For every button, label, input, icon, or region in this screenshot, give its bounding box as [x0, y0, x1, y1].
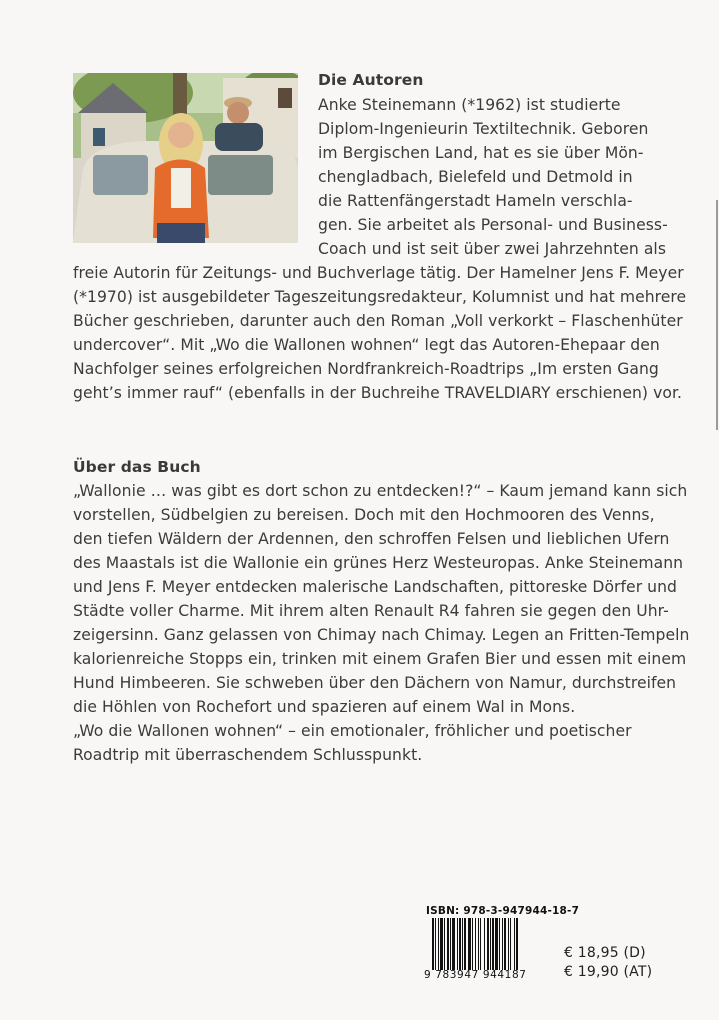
book-heading: Über das Buch	[73, 458, 201, 476]
author-photo	[73, 73, 298, 243]
book-line: vorstellen, Südbelgien zu bereisen. Doch mit den Hochmooren des Venns,	[73, 506, 655, 524]
authors-line: die Rattenfängerstadt Hameln verschla-	[318, 192, 633, 210]
book-line: Städte voller Charme. Mit ihrem alten Renault R4 fahren sie gegen den Uhr-	[73, 602, 669, 620]
book-line: zeigersinn. Ganz gelassen von Chimay nach Chimay. Legen an Fritten-Tempeln	[73, 626, 690, 644]
authors-line: undercover“. Mit „Wo die Wallonen wohnen“ legt das Autoren-Ehepaar den	[73, 336, 660, 354]
price-de: € 18,95 (D)	[564, 945, 646, 961]
isbn-label: ISBN: 978-3-947944-18-7	[426, 905, 580, 917]
book-line: Roadtrip mit überraschendem Schlusspunkt.	[73, 746, 423, 764]
authors-line: (*1970) ist ausgebildeter Tageszeitungsredakteur, Kolumnist und hat mehrere	[73, 288, 687, 306]
book-line: die Höhlen von Rochefort und spazieren auf einem Wal in Mons.	[73, 698, 576, 716]
book-line: „Wo die Wallonen wohnen“ – ein emotionaler, fröhlicher und poetischer	[73, 722, 632, 740]
page-edge-divider	[716, 200, 718, 430]
authors-line: freie Autorin für Zeitungs- und Buchverlage tätig. Der Hamelner Jens F. Meyer	[73, 264, 684, 282]
authors-line: geht’s immer rauf“ (ebenfalls in der Buchreihe TRAVELDIARY erschienen) vor.	[73, 384, 682, 402]
authors-line: gen. Sie arbeitet als Personal- und Business-	[318, 216, 668, 234]
authors-line: Bücher geschrieben, darunter auch den Roman „Voll verkorkt – Flaschenhüter	[73, 312, 683, 330]
book-line: Hund Himbeeren. Sie schweben über den Dächern von Namur, durchstreifen	[73, 674, 677, 692]
authors-line: Coach und ist seit über zwei Jahrzehnten als	[318, 240, 666, 258]
authors-line: im Bergischen Land, hat es sie über Mön-	[318, 144, 644, 162]
barcode-digits: 9 783947 944187	[424, 969, 527, 981]
barcode	[432, 918, 554, 970]
authors-line: Nachfolger seines erfolgreichen Nordfrankreich-Roadtrips „Im ersten Gang	[73, 360, 659, 378]
book-line: des Maastals ist die Wallonie ein grünes Herz Westeuropas. Anke Steinemann	[73, 554, 684, 572]
book-line: „Wallonie … was gibt es dort schon zu entdecken!?“ – Kaum jemand kann sich	[73, 482, 688, 500]
book-line: kalorienreiche Stopps ein, trinken mit einem Grafen Bier und essen mit einem	[73, 650, 687, 668]
authors-heading: Die Autoren	[318, 71, 424, 89]
authors-line: chengladbach, Bielefeld und Detmold in	[318, 168, 633, 186]
authors-line: Anke Steinemann (*1962) ist studierte	[318, 96, 621, 114]
price-at: € 19,90 (AT)	[564, 964, 653, 980]
book-line: und Jens F. Meyer entdecken malerische Landschaften, pittoreske Dörfer und	[73, 578, 677, 596]
book-line: den tiefen Wäldern der Ardennen, den schroffen Felsen und lieblichen Ufern	[73, 530, 670, 548]
authors-line: Diplom-Ingenieurin Textiltechnik. Geboren	[318, 120, 649, 138]
